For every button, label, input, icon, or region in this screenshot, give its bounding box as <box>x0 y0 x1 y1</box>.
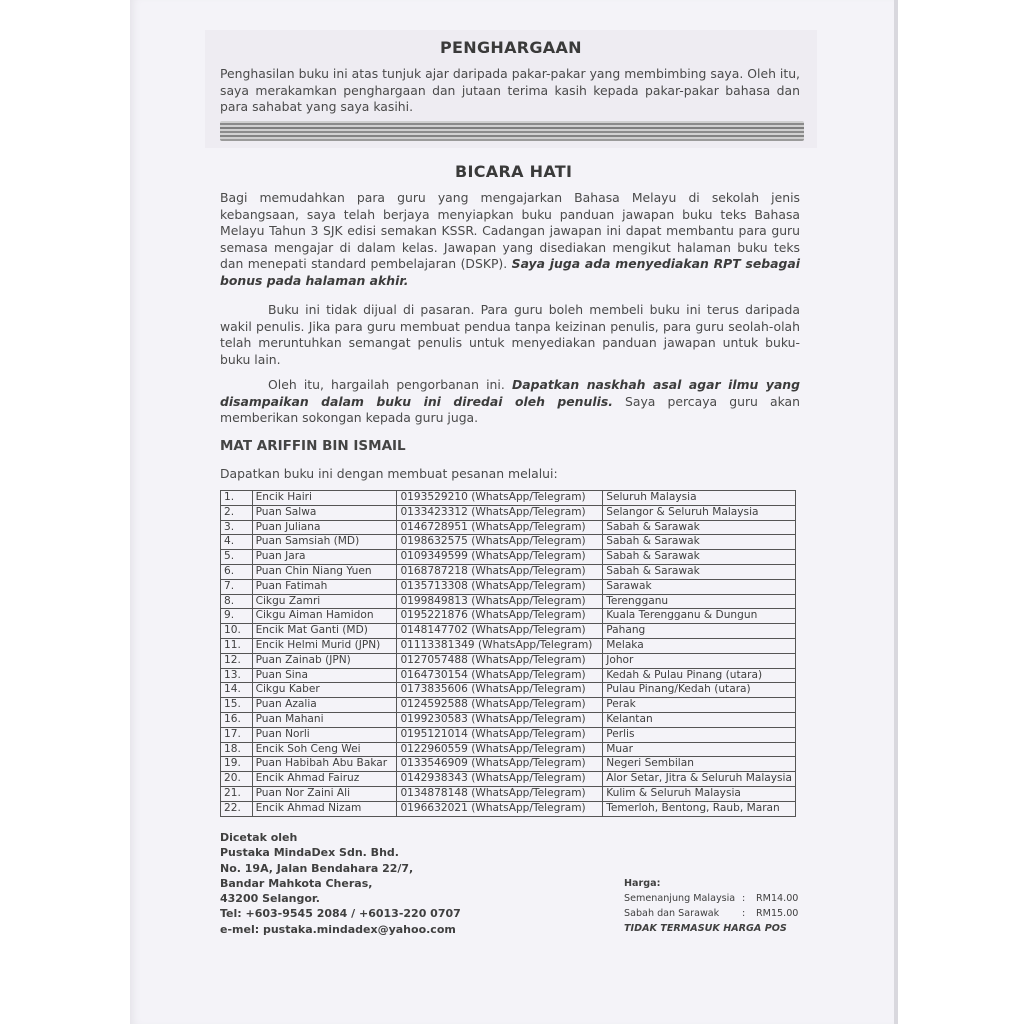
phone-channel: (WhatsApp/Telegram) <box>471 786 586 799</box>
row-number: 1. <box>221 491 253 506</box>
table-row <box>221 505 796 520</box>
phone-number: 0133423312 <box>400 505 468 518</box>
phone-number: 0133546909 <box>400 757 468 770</box>
phone-channel: (WhatsApp/Telegram) <box>471 505 586 518</box>
phone-channel: (WhatsApp/Telegram) <box>471 609 586 622</box>
contact-name: Cikgu Kaber <box>252 683 397 698</box>
contact-name: Encik Ahmad Nizam <box>252 801 397 816</box>
price-region: Semenanjung Malaysia <box>624 893 736 904</box>
phone-number: 0142938343 <box>400 772 468 785</box>
table-row <box>221 683 796 698</box>
row-number: 13. <box>221 668 253 683</box>
foreword-p3-end: Saya percaya guru akan memberikan sokongan kepada guru juga. <box>220 393 800 425</box>
phone-number: 0164730154 <box>400 668 468 681</box>
phone-channel: (WhatsApp/Telegram) <box>471 742 586 755</box>
printer-line: No. 19A, Jalan Bendahara 22/7, <box>220 861 414 875</box>
contact-area: Kuala Terengganu & Dungun <box>603 609 796 624</box>
table-row <box>221 535 796 550</box>
acknowledgement-text: Penghasilan buku ini atas tunjuk ajar daripada pakar-pakar yang membimbing saya. Oleh itu, saya merakamkan penghargaan dan jutaan terima kasih kepada pakar-pakar bahasa dan para sahabat yang saya kasihi. <box>220 66 800 114</box>
contact-phone <box>397 712 603 727</box>
phone-channel: (WhatsApp/Telegram) <box>471 772 586 785</box>
table-row <box>221 520 796 535</box>
contact-area: Kedah & Pulau Pinang (utara) <box>603 668 796 683</box>
contact-name: Cikgu Aiman Hamidon <box>252 609 397 624</box>
row-number: 2. <box>221 505 253 520</box>
table-row <box>221 609 796 624</box>
section-divider <box>220 121 804 141</box>
contact-phone <box>397 594 603 609</box>
phone-number: 01113381349 <box>400 638 475 651</box>
table-row <box>221 550 796 565</box>
order-intro: Dapatkan buku ini dengan membuat pesanan melalui: <box>220 466 558 481</box>
phone-number: 0134878148 <box>400 786 468 799</box>
phone-number: 0124592588 <box>400 698 468 711</box>
contact-phone <box>397 757 603 772</box>
phone-number: 0173835606 <box>400 683 468 696</box>
table-row <box>221 638 796 653</box>
row-number: 11. <box>221 638 253 653</box>
phone-channel: (WhatsApp/Telegram) <box>471 727 586 740</box>
page-edge <box>894 0 898 1024</box>
contact-area: Perlis <box>603 727 796 742</box>
table-row <box>221 579 796 594</box>
contact-phone <box>397 624 603 639</box>
phone-channel: (WhatsApp/Telegram) <box>471 683 586 696</box>
row-number: 17. <box>221 727 253 742</box>
phone-number: 0127057488 <box>400 653 468 666</box>
contact-phone <box>397 727 603 742</box>
price-box <box>624 876 798 936</box>
phone-number: 0196632021 <box>400 801 468 814</box>
row-number: 20. <box>221 772 253 787</box>
table-row <box>221 564 796 579</box>
contact-name: Encik Mat Ganti (MD) <box>252 624 397 639</box>
phone-channel: (WhatsApp/Telegram) <box>471 668 586 681</box>
foreword-paragraph-3 <box>220 377 800 427</box>
contact-area: Perak <box>603 698 796 713</box>
foreword-title: BICARA HATI <box>455 162 573 181</box>
table-row <box>221 772 796 787</box>
contact-phone <box>397 550 603 565</box>
phone-channel: (WhatsApp/Telegram) <box>471 698 586 711</box>
phone-number: 0199849813 <box>400 594 468 607</box>
row-number: 12. <box>221 653 253 668</box>
table-row <box>221 491 796 506</box>
contact-area: Johor <box>603 653 796 668</box>
row-number: 8. <box>221 594 253 609</box>
phone-channel: (WhatsApp/Telegram) <box>471 550 586 563</box>
row-number: 6. <box>221 564 253 579</box>
phone-channel: (WhatsApp/Telegram) <box>471 801 586 814</box>
contact-name: Puan Sina <box>252 668 397 683</box>
row-number: 3. <box>221 520 253 535</box>
row-number: 21. <box>221 786 253 801</box>
printer-info <box>220 830 461 937</box>
contact-area: Kelantan <box>603 712 796 727</box>
printer-line: Pustaka MindaDex Sdn. Bhd. <box>220 846 399 860</box>
table-row <box>221 653 796 668</box>
contact-phone <box>397 579 603 594</box>
contact-area: Seluruh Malaysia <box>603 491 796 506</box>
phone-number: 0122960559 <box>400 742 468 755</box>
contact-phone <box>397 801 603 816</box>
printer-line: Dicetak oleh <box>220 831 298 844</box>
contact-area: Muar <box>603 742 796 757</box>
printer-line: Bandar Mahkota Cheras, <box>220 876 373 890</box>
row-number: 14. <box>221 683 253 698</box>
price-row <box>624 891 798 906</box>
contact-name: Puan Habibah Abu Bakar <box>252 757 397 772</box>
row-number: 18. <box>221 742 253 757</box>
phone-number: 0195121014 <box>400 727 468 740</box>
price-sep: : <box>742 908 746 919</box>
contact-phone <box>397 668 603 683</box>
contact-phone <box>397 491 603 506</box>
phone-channel: (WhatsApp/Telegram) <box>471 712 586 725</box>
contact-phone <box>397 786 603 801</box>
contact-area: Melaka <box>603 638 796 653</box>
contact-name: Encik Soh Ceng Wei <box>252 742 397 757</box>
foreword-p1-emphasis: Saya juga ada menyediakan RPT sebagai bonus pada halaman akhir. <box>220 256 800 288</box>
contact-name: Puan Salwa <box>252 505 397 520</box>
printer-line: e-mel: pustaka.mindadex@yahoo.com <box>220 922 456 936</box>
contact-name: Puan Chin Niang Yuen <box>252 564 397 579</box>
table-row <box>221 757 796 772</box>
contact-area: Sabah & Sarawak <box>603 520 796 535</box>
foreword-p1-text: Bagi memudahkan para guru yang mengajarkan Bahasa Melayu di sekolah jenis kebangsaan, saya telah berjaya menyiapkan buku panduan jawapan buku teks Bahasa Melayu Tahun 3 SJK edisi semakan KSSR. Cadangan jawapan ini dapat membantu para guru semasa mengajar di dalam kelas. Jawapan yang disediakan mengikut halaman buku teks dan menepati standard pembelajaran (DSKP). <box>220 190 800 271</box>
row-number: 19. <box>221 757 253 772</box>
contact-phone <box>397 520 603 535</box>
phone-number: 0198632575 <box>400 535 468 548</box>
contact-area: Temerloh, Bentong, Raub, Maran <box>603 801 796 816</box>
phone-channel: (WhatsApp/Telegram) <box>471 653 586 666</box>
contact-phone <box>397 609 603 624</box>
row-number: 22. <box>221 801 253 816</box>
table-row <box>221 742 796 757</box>
contact-phone <box>397 564 603 579</box>
foreword-paragraph-1 <box>220 190 800 289</box>
contact-area: Negeri Sembilan <box>603 757 796 772</box>
price-region: Sabah dan Sarawak <box>624 908 720 919</box>
contact-area: Alor Setar, Jitra & Seluruh Malaysia <box>603 772 796 787</box>
contact-name: Puan Norli <box>252 727 397 742</box>
phone-channel: (WhatsApp/Telegram) <box>471 491 586 503</box>
row-number: 15. <box>221 698 253 713</box>
contact-name: Puan Azalia <box>252 698 397 713</box>
phone-channel: (WhatsApp/Telegram) <box>477 638 593 651</box>
phone-channel: (WhatsApp/Telegram) <box>471 535 586 548</box>
price-row <box>624 906 798 921</box>
contact-name: Encik Hairi <box>252 491 397 506</box>
contact-phone <box>397 698 603 713</box>
contact-name: Puan Jara <box>252 550 397 565</box>
contact-name: Puan Mahani <box>252 712 397 727</box>
table-row <box>221 727 796 742</box>
phone-channel: (WhatsApp/Telegram) <box>471 594 586 607</box>
contact-area: Pulau Pinang/Kedah (utara) <box>603 683 796 698</box>
printer-line: Tel: +603-9545 2084 / +6013-220 0707 <box>220 907 461 921</box>
contact-name: Encik Ahmad Fairuz <box>252 772 397 787</box>
contact-area: Kulim & Seluruh Malaysia <box>603 786 796 801</box>
contact-name: Puan Samsiah (MD) <box>252 535 397 550</box>
price-label: Harga: <box>624 878 661 889</box>
row-number: 7. <box>221 579 253 594</box>
price-amount: RM15.00 <box>756 908 799 919</box>
phone-number: 0109349599 <box>400 550 468 563</box>
row-number: 4. <box>221 535 253 550</box>
author-name: MAT ARIFFIN BIN ISMAIL <box>220 438 406 454</box>
contacts-table-body <box>221 491 796 817</box>
contact-phone <box>397 772 603 787</box>
contact-name: Puan Fatimah <box>252 579 397 594</box>
phone-channel: (WhatsApp/Telegram) <box>471 564 586 577</box>
phone-channel: (WhatsApp/Telegram) <box>471 579 586 592</box>
contact-area: Selangor & Seluruh Malaysia <box>603 505 796 520</box>
phone-number: 0146728951 <box>400 520 468 533</box>
contact-area: Sarawak <box>603 579 796 594</box>
contact-name: Encik Helmi Murid (JPN) <box>252 638 397 653</box>
contact-phone <box>397 653 603 668</box>
foreword-p3-start: Oleh itu, hargailah pengorbanan ini. <box>268 377 505 392</box>
price-note: TIDAK TERMASUK HARGA POS <box>624 923 787 934</box>
contact-name: Puan Nor Zaini Ali <box>252 786 397 801</box>
phone-number: 0199230583 <box>400 712 468 725</box>
contact-area: Pahang <box>603 624 796 639</box>
acknowledgement-title: PENGHARGAAN <box>440 38 582 57</box>
table-row <box>221 698 796 713</box>
price-amount: RM14.00 <box>756 893 799 904</box>
contact-area: Sabah & Sarawak <box>603 550 796 565</box>
printer-line: 43200 Selangor. <box>220 892 320 906</box>
contacts-table <box>220 490 796 817</box>
row-number: 5. <box>221 550 253 565</box>
contact-phone <box>397 638 603 653</box>
row-number: 16. <box>221 712 253 727</box>
table-row <box>221 624 796 639</box>
contact-phone <box>397 742 603 757</box>
contact-phone <box>397 535 603 550</box>
phone-channel: (WhatsApp/Telegram) <box>471 624 586 637</box>
contact-area: Terengganu <box>603 594 796 609</box>
contact-name: Cikgu Zamri <box>252 594 397 609</box>
table-row <box>221 594 796 609</box>
row-number: 9. <box>221 609 253 624</box>
phone-number: 0135713308 <box>400 579 468 592</box>
phone-number: 0193529210 <box>400 491 468 503</box>
contact-area: Sabah & Sarawak <box>603 564 796 579</box>
contact-name: Puan Juliana <box>252 520 397 535</box>
foreword-p3-emphasis: Dapatkan naskhah asal agar ilmu yang disampaikan dalam buku ini diredai oleh penulis. <box>220 377 800 409</box>
phone-number: 0168787218 <box>400 564 468 577</box>
table-row <box>221 712 796 727</box>
price-sep: : <box>742 893 746 904</box>
foreword-paragraph-2: Buku ini tidak dijual di pasaran. Para guru boleh membeli buku ini terus daripada wakil penulis. Jika para guru membuat pendua tanpa keizinan penulis, para guru seolah-olah telah meruntuhkan semangat penulis untuk menyediakan panduan jawapan untuk buku-buku lain. <box>220 302 800 367</box>
phone-number: 0195221876 <box>400 609 468 622</box>
phone-channel: (WhatsApp/Telegram) <box>471 757 586 770</box>
table-row <box>221 801 796 816</box>
phone-number: 0148147702 <box>400 624 468 637</box>
table-row <box>221 668 796 683</box>
phone-channel: (WhatsApp/Telegram) <box>471 520 586 533</box>
contact-area: Sabah & Sarawak <box>603 535 796 550</box>
contact-phone <box>397 505 603 520</box>
row-number: 10. <box>221 624 253 639</box>
table-row <box>221 786 796 801</box>
contact-phone <box>397 683 603 698</box>
contact-name: Puan Zainab (JPN) <box>252 653 397 668</box>
